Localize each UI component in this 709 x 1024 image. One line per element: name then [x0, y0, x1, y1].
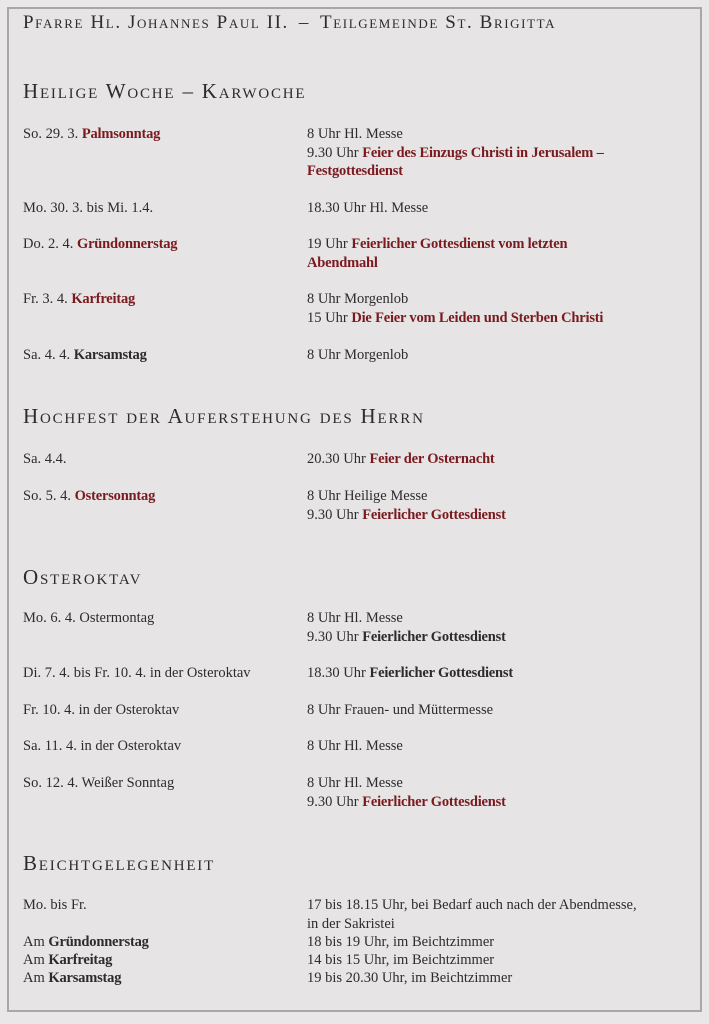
service-cell — [307, 235, 683, 272]
feast-name: Gründonnerstag — [48, 934, 149, 950]
service-line — [307, 506, 683, 525]
service-line — [307, 701, 683, 720]
service-time: 18.30 Uhr — [307, 665, 366, 681]
service-time: 8 Uhr — [307, 291, 341, 307]
service-cell — [307, 664, 683, 683]
feast-name: Palmsonntag — [81, 126, 161, 142]
date-text: Sa. 4. 4. — [23, 347, 71, 363]
date-text: Do. 2. 4. — [23, 236, 74, 252]
service-cell — [307, 199, 683, 218]
service-cell — [307, 896, 683, 933]
service-cell — [307, 450, 683, 469]
service-line — [307, 487, 683, 506]
service-text: Feierlicher Gottesdienst — [369, 665, 513, 681]
service-time: 9.30 Uhr — [307, 144, 359, 161]
service-cell — [307, 933, 683, 952]
service-time: 15 Uhr — [307, 309, 348, 326]
date-text: Mo. 6. 4. Ostermontag — [23, 610, 155, 626]
service-time: 8 Uhr — [307, 775, 341, 791]
service-line — [307, 235, 683, 254]
service-cell — [307, 346, 683, 365]
date-text: Di. 7. 4. bis Fr. 10. 4. in der Osteroktav — [23, 665, 251, 681]
date-cell — [23, 969, 121, 988]
service-line — [307, 125, 683, 144]
service-text: Morgenlob — [344, 291, 409, 307]
service-line — [307, 664, 683, 683]
date-cell — [23, 346, 147, 365]
service-line: 17 bis 18.15 Uhr, bei Bedarf auch nach der Abendmesse, — [307, 897, 637, 913]
service-line — [307, 628, 683, 647]
service-time: 19 Uhr — [307, 236, 348, 252]
date-text: Am — [23, 934, 45, 950]
date-text: Mo. 30. 3. bis Mi. 1.4. — [23, 200, 154, 216]
service-line — [307, 254, 683, 273]
service-text: Feier des Einzugs Christi in Jerusalem – — [362, 144, 604, 161]
service-time: 8 Uhr — [307, 347, 341, 363]
date-text: Am — [23, 952, 45, 968]
feast-name: Karsamstag — [48, 970, 122, 986]
service-text: Festgottesdienst — [307, 163, 403, 179]
service-text: Feier der Osternacht — [369, 451, 495, 467]
date-cell — [23, 487, 155, 506]
date-cell — [23, 774, 174, 793]
service-time: 8 Uhr — [307, 738, 341, 754]
service-cell — [307, 951, 683, 970]
title-separator: – — [298, 12, 311, 33]
service-time: 8 Uhr — [307, 488, 341, 504]
parish-name: Pfarre Hl. Johannes Paul II. — [23, 12, 289, 33]
service-text: Feierlicher Gottesdienst vom letzten — [351, 236, 568, 252]
date-text: So. 5. 4. — [23, 488, 71, 504]
service-time: 9.30 Uhr — [307, 793, 359, 810]
service-time: 20.30 Uhr — [307, 451, 366, 467]
service-time: 9.30 Uhr — [307, 628, 359, 645]
service-line — [307, 793, 683, 812]
service-text: Feierlicher Gottesdienst — [362, 506, 506, 523]
service-line — [307, 737, 683, 756]
service-time: 8 Uhr — [307, 126, 341, 142]
service-line: in der Sakristei — [307, 915, 395, 932]
feast-name: Karsamstag — [73, 347, 147, 363]
date-text: Fr. 3. 4. — [23, 291, 68, 307]
service-text: Feierlicher Gottesdienst — [362, 628, 506, 645]
service-line — [307, 162, 683, 181]
date-cell — [23, 609, 154, 628]
date-text: Fr. 10. 4. in der Osteroktav — [23, 702, 180, 718]
feast-name: Ostersonntag — [74, 488, 156, 504]
service-cell — [307, 290, 683, 327]
service-cell — [307, 701, 683, 720]
service-text: Hl. Messe — [344, 126, 403, 142]
service-cell — [307, 487, 683, 524]
service-time: 9.30 Uhr — [307, 506, 359, 523]
service-text: Hl. Messe — [344, 775, 403, 791]
service-time: 8 Uhr — [307, 702, 341, 718]
feast-name: Karfreitag — [48, 952, 113, 968]
feast-name: Gründonnerstag — [76, 236, 178, 252]
service-line — [307, 144, 683, 163]
service-cell — [307, 125, 683, 181]
service-line: 19 bis 20.30 Uhr, im Beichtzimmer — [307, 970, 513, 986]
service-text: Hl. Messe — [369, 200, 429, 216]
page-title — [23, 12, 556, 34]
date-cell — [23, 235, 177, 254]
service-cell — [307, 774, 683, 811]
section-heading-beichtgelegenheit: Beichtgelegenheit — [23, 851, 216, 875]
date-text: Sa. 4.4. — [23, 451, 67, 467]
service-text: Heilige Messe — [344, 488, 428, 504]
service-line: 18 bis 19 Uhr, im Beichtzimmer — [307, 934, 495, 950]
date-text: So. 29. 3. — [23, 126, 79, 142]
service-time: 18.30 Uhr — [307, 200, 366, 216]
section-heading-auferstehung: Hochfest der Auferstehung des Herrn — [23, 404, 425, 428]
service-line — [307, 450, 683, 469]
feast-name: Karfreitag — [71, 291, 136, 307]
service-text: Morgenlob — [344, 347, 409, 363]
date-cell — [23, 933, 149, 952]
date-cell — [23, 737, 181, 756]
service-line — [307, 774, 683, 793]
community-name: Teilgemeinde St. Brigitta — [320, 12, 557, 33]
date-cell — [23, 951, 112, 970]
service-line — [307, 346, 683, 365]
date-cell — [23, 450, 67, 469]
date-text: Am — [23, 970, 45, 986]
service-time: 8 Uhr — [307, 610, 341, 626]
service-line — [307, 199, 683, 218]
service-cell — [307, 737, 683, 756]
date-text: So. 12. 4. Weißer Sonntag — [23, 775, 175, 791]
section-heading-osteroktav: Osteroktav — [23, 565, 143, 589]
date-cell — [23, 199, 153, 218]
service-text: Hl. Messe — [344, 738, 403, 754]
date-cell — [23, 664, 251, 683]
service-text: Die Feier vom Leiden und Sterben Christi — [351, 309, 604, 326]
date-text: Sa. 11. 4. in der Osteroktav — [23, 738, 182, 754]
service-line — [307, 290, 683, 309]
service-line — [307, 309, 683, 328]
service-line — [307, 609, 683, 628]
date-cell — [23, 125, 160, 144]
service-text: Hl. Messe — [344, 610, 403, 626]
service-text: Frauen- und Müttermesse — [344, 702, 494, 718]
date-cell — [23, 896, 87, 915]
service-cell — [307, 609, 683, 646]
service-text: Abendmahl — [307, 254, 378, 271]
service-cell — [307, 969, 683, 988]
service-line: 14 bis 15 Uhr, im Beichtzimmer — [307, 952, 495, 968]
date-cell — [23, 290, 135, 309]
service-text: Feierlicher Gottesdienst — [362, 793, 506, 810]
date-text: Mo. bis Fr. — [23, 897, 87, 913]
section-heading-karwoche: Heilige Woche – Karwoche — [23, 79, 307, 103]
date-cell — [23, 701, 179, 720]
